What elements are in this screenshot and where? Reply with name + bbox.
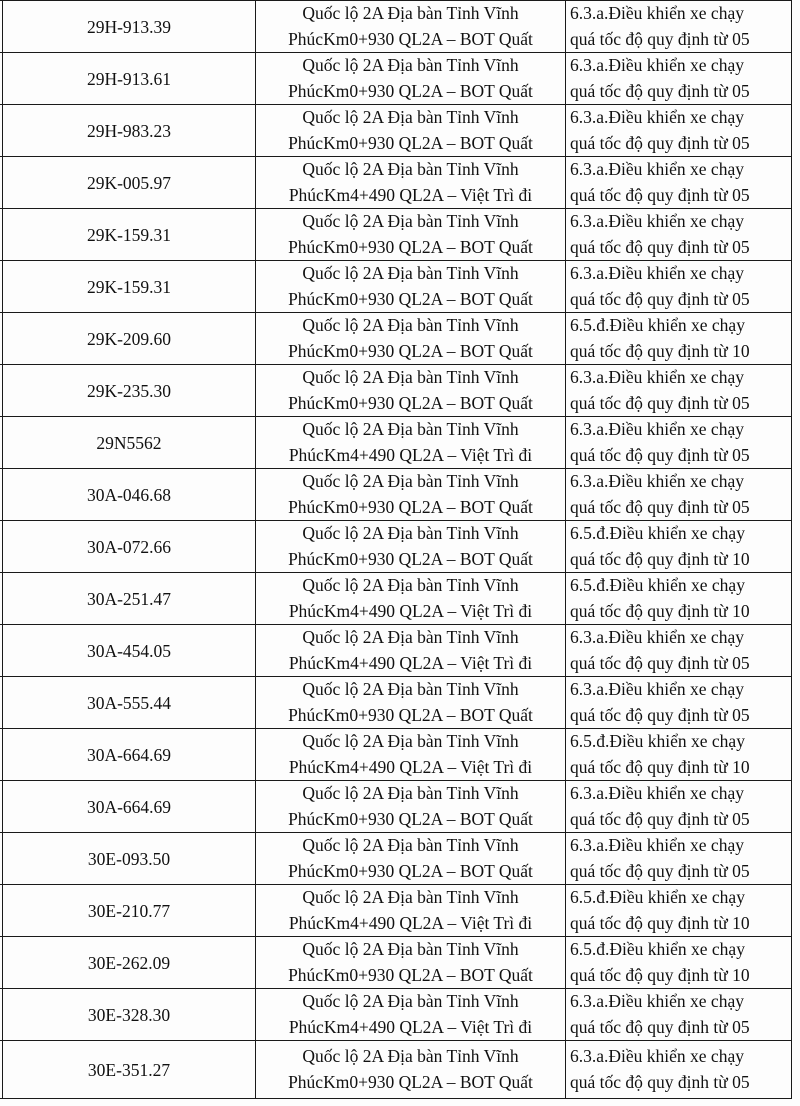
location-cell — [256, 469, 566, 521]
location-line-2: PhúcKm4+490 QL2A – Việt Trì đi — [288, 652, 533, 673]
plate-number: 30E-210.77 — [87, 900, 171, 921]
violation-line-2: quá tốc độ quy định từ 05 — [570, 444, 750, 465]
location-cell — [256, 209, 566, 261]
table-row — [0, 313, 792, 365]
location-cell — [256, 833, 566, 885]
location-cell — [256, 625, 566, 677]
location-line-2: PhúcKm0+930 QL2A – BOT Quất — [288, 964, 533, 985]
location-line-2: PhúcKm0+930 QL2A – BOT Quất — [288, 704, 533, 725]
violation-cell — [566, 885, 792, 937]
plate-cell — [3, 1, 256, 53]
location-cell — [256, 781, 566, 833]
plate-cell — [3, 209, 256, 261]
plate-number: 30E-328.30 — [87, 1004, 171, 1025]
plate-number: 29K-005.97 — [86, 172, 172, 193]
location-cell — [256, 53, 566, 105]
violation-line-1: 6.5.đ.Điều khiển xe chạy — [570, 314, 745, 335]
location-cell — [256, 937, 566, 989]
table-row — [0, 1041, 792, 1099]
violation-line-1: 6.3.a.Điều khiển xe chạy — [570, 106, 744, 127]
plate-cell — [3, 521, 256, 573]
table-row — [0, 573, 792, 625]
location-line-1: Quốc lộ 2A Địa bàn Tỉnh Vĩnh — [302, 210, 519, 231]
violation-cell — [566, 989, 792, 1041]
location-cell — [256, 1, 566, 53]
location-line-2: PhúcKm0+930 QL2A – BOT Quất — [288, 28, 533, 49]
plate-cell — [3, 729, 256, 781]
violation-cell — [566, 677, 792, 729]
violation-line-1: 6.5.đ.Điều khiển xe chạy — [570, 938, 745, 959]
table-row — [0, 677, 792, 729]
plate-cell — [3, 989, 256, 1041]
violation-cell — [566, 1, 792, 53]
plate-number: 29N5562 — [96, 432, 162, 453]
plate-number: 30E-262.09 — [87, 952, 171, 973]
location-cell — [256, 677, 566, 729]
plate-number: 29H-983.23 — [86, 120, 172, 141]
location-line-2: PhúcKm0+930 QL2A – BOT Quất — [288, 1071, 533, 1092]
violation-line-1: 6.3.a.Điều khiển xe chạy — [570, 834, 744, 855]
violation-line-1: 6.5.đ.Điều khiển xe chạy — [570, 574, 745, 595]
location-line-1: Quốc lộ 2A Địa bàn Tỉnh Vĩnh — [302, 2, 519, 23]
table-row — [0, 1, 792, 53]
violation-cell — [566, 157, 792, 209]
table-row — [0, 157, 792, 209]
location-line-1: Quốc lộ 2A Địa bàn Tỉnh Vĩnh — [302, 782, 519, 803]
table-row — [0, 521, 792, 573]
violation-cell — [566, 833, 792, 885]
location-line-2: PhúcKm0+930 QL2A – BOT Quất — [288, 288, 533, 309]
location-line-2: PhúcKm0+930 QL2A – BOT Quất — [288, 392, 533, 413]
plate-number: 30A-555.44 — [86, 692, 172, 713]
violation-line-1: 6.3.a.Điều khiển xe chạy — [570, 626, 744, 647]
location-line-1: Quốc lộ 2A Địa bàn Tỉnh Vĩnh — [302, 106, 519, 127]
plate-cell — [3, 417, 256, 469]
location-cell — [256, 1041, 566, 1099]
location-line-1: Quốc lộ 2A Địa bàn Tỉnh Vĩnh — [302, 574, 519, 595]
plate-number: 29K-235.30 — [86, 380, 172, 401]
plate-number: 30A-454.05 — [86, 640, 172, 661]
location-line-2: PhúcKm0+930 QL2A – BOT Quất — [288, 236, 533, 257]
location-line-1: Quốc lộ 2A Địa bàn Tỉnh Vĩnh — [302, 314, 519, 335]
violation-line-1: 6.3.a.Điều khiển xe chạy — [570, 158, 744, 179]
location-line-1: Quốc lộ 2A Địa bàn Tỉnh Vĩnh — [302, 54, 519, 75]
violation-line-1: 6.3.a.Điều khiển xe chạy — [570, 782, 744, 803]
table-row — [0, 417, 792, 469]
violation-line-1: 6.3.a.Điều khiển xe chạy — [570, 990, 744, 1011]
location-cell — [256, 885, 566, 937]
table-row — [0, 781, 792, 833]
table-row — [0, 833, 792, 885]
plate-number: 29K-159.31 — [86, 276, 172, 297]
location-cell — [256, 729, 566, 781]
violation-cell — [566, 521, 792, 573]
plate-cell — [3, 53, 256, 105]
location-line-1: Quốc lộ 2A Địa bàn Tỉnh Vĩnh — [302, 418, 519, 439]
violation-line-2: quá tốc độ quy định từ 05 — [570, 652, 750, 673]
location-line-2: PhúcKm0+930 QL2A – BOT Quất — [288, 496, 533, 517]
plate-number: 30A-072.66 — [86, 536, 172, 557]
plate-cell — [3, 261, 256, 313]
location-line-2: PhúcKm4+490 QL2A – Việt Trì đi — [288, 756, 533, 777]
violation-line-2: quá tốc độ quy định từ 05 — [570, 808, 750, 829]
plate-number: 29H-913.61 — [86, 68, 172, 89]
violation-line-1: 6.3.a.Điều khiển xe chạy — [570, 210, 744, 231]
plate-number: 30A-664.69 — [86, 796, 172, 817]
violation-line-2: quá tốc độ quy định từ 10 — [570, 756, 750, 777]
location-line-2: PhúcKm0+930 QL2A – BOT Quất — [288, 132, 533, 153]
violation-line-1: 6.3.a.Điều khiển xe chạy — [570, 470, 744, 491]
plate-cell — [3, 885, 256, 937]
table-row — [0, 989, 792, 1041]
location-cell — [256, 573, 566, 625]
violation-line-2: quá tốc độ quy định từ 05 — [570, 184, 750, 205]
plate-cell — [3, 937, 256, 989]
location-line-2: PhúcKm4+490 QL2A – Việt Trì đi — [288, 600, 533, 621]
violation-cell — [566, 781, 792, 833]
location-line-1: Quốc lộ 2A Địa bàn Tỉnh Vĩnh — [302, 990, 519, 1011]
location-line-1: Quốc lộ 2A Địa bàn Tỉnh Vĩnh — [302, 886, 519, 907]
violation-line-2: quá tốc độ quy định từ 05 — [570, 704, 750, 725]
location-line-1: Quốc lộ 2A Địa bàn Tỉnh Vĩnh — [302, 626, 519, 647]
violation-line-1: 6.3.a.Điều khiển xe chạy — [570, 2, 744, 23]
plate-number: 30A-046.68 — [86, 484, 172, 505]
table-row — [0, 885, 792, 937]
violation-cell — [566, 261, 792, 313]
plate-number: 30A-664.69 — [86, 744, 172, 765]
plate-number: 30E-093.50 — [87, 848, 171, 869]
plate-cell — [3, 833, 256, 885]
plate-cell — [3, 313, 256, 365]
violation-cell — [566, 313, 792, 365]
violation-line-1: 6.3.a.Điều khiển xe chạy — [570, 54, 744, 75]
plate-cell — [3, 157, 256, 209]
violation-line-1: 6.3.a.Điều khiển xe chạy — [570, 1045, 744, 1066]
table-row — [0, 209, 792, 261]
violation-cell — [566, 573, 792, 625]
violation-cell — [566, 469, 792, 521]
location-line-2: PhúcKm4+490 QL2A – Việt Trì đi — [288, 444, 533, 465]
plate-cell — [3, 365, 256, 417]
table-row — [0, 105, 792, 157]
violation-line-2: quá tốc độ quy định từ 05 — [570, 288, 750, 309]
violation-line-2: quá tốc độ quy định từ 05 — [570, 1071, 750, 1092]
location-line-1: Quốc lộ 2A Địa bàn Tỉnh Vĩnh — [302, 262, 519, 283]
violation-line-1: 6.5.đ.Điều khiển xe chạy — [570, 730, 745, 751]
plate-number: 30E-351.27 — [87, 1059, 171, 1080]
location-line-2: PhúcKm4+490 QL2A – Việt Trì đi — [288, 912, 533, 933]
plate-cell — [3, 781, 256, 833]
violation-line-2: quá tốc độ quy định từ 05 — [570, 80, 750, 101]
violation-cell — [566, 53, 792, 105]
plate-cell — [3, 105, 256, 157]
location-line-1: Quốc lộ 2A Địa bàn Tỉnh Vĩnh — [302, 678, 519, 699]
violation-cell — [566, 937, 792, 989]
location-cell — [256, 521, 566, 573]
location-line-1: Quốc lộ 2A Địa bàn Tỉnh Vĩnh — [302, 938, 519, 959]
violation-line-2: quá tốc độ quy định từ 05 — [570, 496, 750, 517]
plate-cell — [3, 469, 256, 521]
table-row — [0, 365, 792, 417]
location-cell — [256, 261, 566, 313]
location-line-2: PhúcKm4+490 QL2A – Việt Trì đi — [288, 184, 533, 205]
violation-line-2: quá tốc độ quy định từ 10 — [570, 548, 750, 569]
table-row — [0, 469, 792, 521]
violation-cell — [566, 365, 792, 417]
violation-line-2: quá tốc độ quy định từ 05 — [570, 392, 750, 413]
table-row — [0, 937, 792, 989]
location-cell — [256, 105, 566, 157]
violation-line-2: quá tốc độ quy định từ 10 — [570, 964, 750, 985]
violation-cell — [566, 417, 792, 469]
location-line-2: PhúcKm0+930 QL2A – BOT Quất — [288, 340, 533, 361]
violation-line-2: quá tốc độ quy định từ 10 — [570, 600, 750, 621]
location-cell — [256, 365, 566, 417]
violation-line-2: quá tốc độ quy định từ 05 — [570, 28, 750, 49]
plate-cell — [3, 573, 256, 625]
location-line-2: PhúcKm4+490 QL2A – Việt Trì đi — [288, 1016, 533, 1037]
violation-line-2: quá tốc độ quy định từ 10 — [570, 340, 750, 361]
table-row — [0, 53, 792, 105]
violation-cell — [566, 1041, 792, 1099]
violation-line-1: 6.3.a.Điều khiển xe chạy — [570, 262, 744, 283]
violation-line-2: quá tốc độ quy định từ 10 — [570, 912, 750, 933]
plate-number: 29K-159.31 — [86, 224, 172, 245]
violation-line-1: 6.3.a.Điều khiển xe chạy — [570, 418, 744, 439]
location-cell — [256, 313, 566, 365]
location-line-1: Quốc lộ 2A Địa bàn Tỉnh Vĩnh — [302, 834, 519, 855]
location-cell — [256, 157, 566, 209]
location-line-2: PhúcKm0+930 QL2A – BOT Quất — [288, 548, 533, 569]
plate-cell — [3, 625, 256, 677]
plate-cell — [3, 1041, 256, 1099]
violation-cell — [566, 625, 792, 677]
violation-line-2: quá tốc độ quy định từ 05 — [570, 132, 750, 153]
location-line-1: Quốc lộ 2A Địa bàn Tỉnh Vĩnh — [302, 470, 519, 491]
violation-cell — [566, 729, 792, 781]
plate-number: 29H-913.39 — [86, 16, 172, 37]
violation-line-1: 6.5.đ.Điều khiển xe chạy — [570, 522, 745, 543]
violation-line-1: 6.5.đ.Điều khiển xe chạy — [570, 886, 745, 907]
location-line-1: Quốc lộ 2A Địa bàn Tỉnh Vĩnh — [302, 522, 519, 543]
table-row — [0, 729, 792, 781]
location-line-1: Quốc lộ 2A Địa bàn Tỉnh Vĩnh — [302, 730, 519, 751]
violation-line-1: 6.3.a.Điều khiển xe chạy — [570, 678, 744, 699]
location-cell — [256, 417, 566, 469]
location-line-1: Quốc lộ 2A Địa bàn Tỉnh Vĩnh — [302, 366, 519, 387]
plate-number: 30A-251.47 — [86, 588, 172, 609]
violation-cell — [566, 209, 792, 261]
violation-line-2: quá tốc độ quy định từ 05 — [570, 860, 750, 881]
violation-line-2: quá tốc độ quy định từ 05 — [570, 236, 750, 257]
location-line-1: Quốc lộ 2A Địa bàn Tỉnh Vĩnh — [302, 1045, 519, 1066]
table-row — [0, 261, 792, 313]
location-line-2: PhúcKm0+930 QL2A – BOT Quất — [288, 808, 533, 829]
violation-line-2: quá tốc độ quy định từ 05 — [570, 1016, 750, 1037]
location-cell — [256, 989, 566, 1041]
location-line-2: PhúcKm0+930 QL2A – BOT Quất — [288, 80, 533, 101]
violation-cell — [566, 105, 792, 157]
violation-line-1: 6.3.a.Điều khiển xe chạy — [570, 366, 744, 387]
plate-cell — [3, 677, 256, 729]
table-row — [0, 625, 792, 677]
location-line-2: PhúcKm0+930 QL2A – BOT Quất — [288, 860, 533, 881]
violations-table-body — [0, 1, 792, 1099]
location-line-1: Quốc lộ 2A Địa bàn Tỉnh Vĩnh — [302, 158, 519, 179]
plate-number: 29K-209.60 — [86, 328, 172, 349]
